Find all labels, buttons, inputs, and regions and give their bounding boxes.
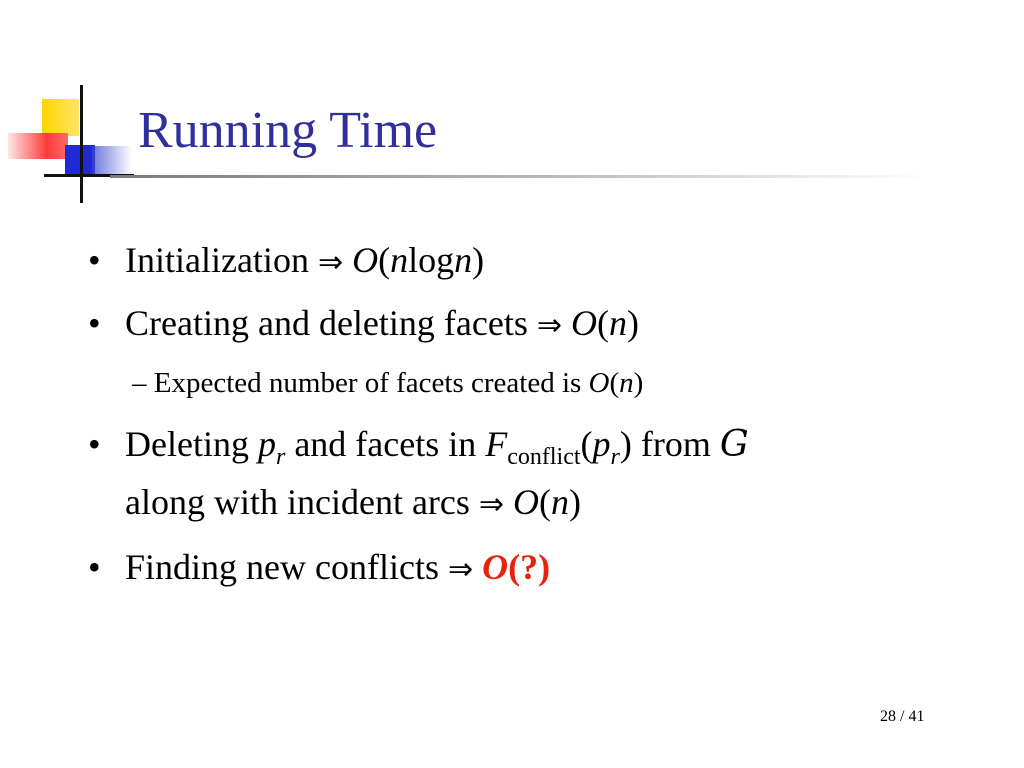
blue-fade-shape (92, 146, 132, 174)
bullet-text: Deleting $p_r$ and facets in $F_{conflict}(p_r)$ from G (125, 424, 749, 470)
bullet-icon: • (88, 303, 101, 343)
unknown-complexity: O(?) (482, 547, 551, 587)
page-number: 28 / 41 (880, 708, 925, 725)
bullet-text: Initialization ⇒ O(nlogn) (125, 240, 485, 280)
title-underline (110, 175, 930, 178)
implies-icon: ⇒ (447, 552, 474, 587)
slide-title: Running Time (138, 102, 438, 159)
bullet-text: along with incident arcs ⇒ O(n) (125, 482, 582, 522)
bullet-text: Creating and deleting facets ⇒ O(n) (125, 303, 639, 343)
implies-icon: ⇒ (317, 245, 344, 280)
yellow-square-shape (42, 99, 79, 136)
dash-icon: – (132, 367, 147, 399)
red-bar-shape (8, 133, 68, 159)
bullet-icon: • (88, 547, 101, 587)
conflict-graph-symbol: G (719, 424, 749, 465)
bullet-icon: • (88, 240, 101, 280)
bullet-text: Finding new conflicts ⇒ O(?) (125, 547, 551, 587)
vertical-line-shape (80, 85, 83, 203)
sub-bullet-expected-facets: – Expected number of facets created is O(n) (132, 367, 644, 399)
bullet-icon: • (88, 424, 101, 464)
slide-logo-decoration (0, 80, 160, 210)
implies-icon: ⇒ (478, 487, 505, 522)
implies-icon: ⇒ (536, 308, 562, 343)
